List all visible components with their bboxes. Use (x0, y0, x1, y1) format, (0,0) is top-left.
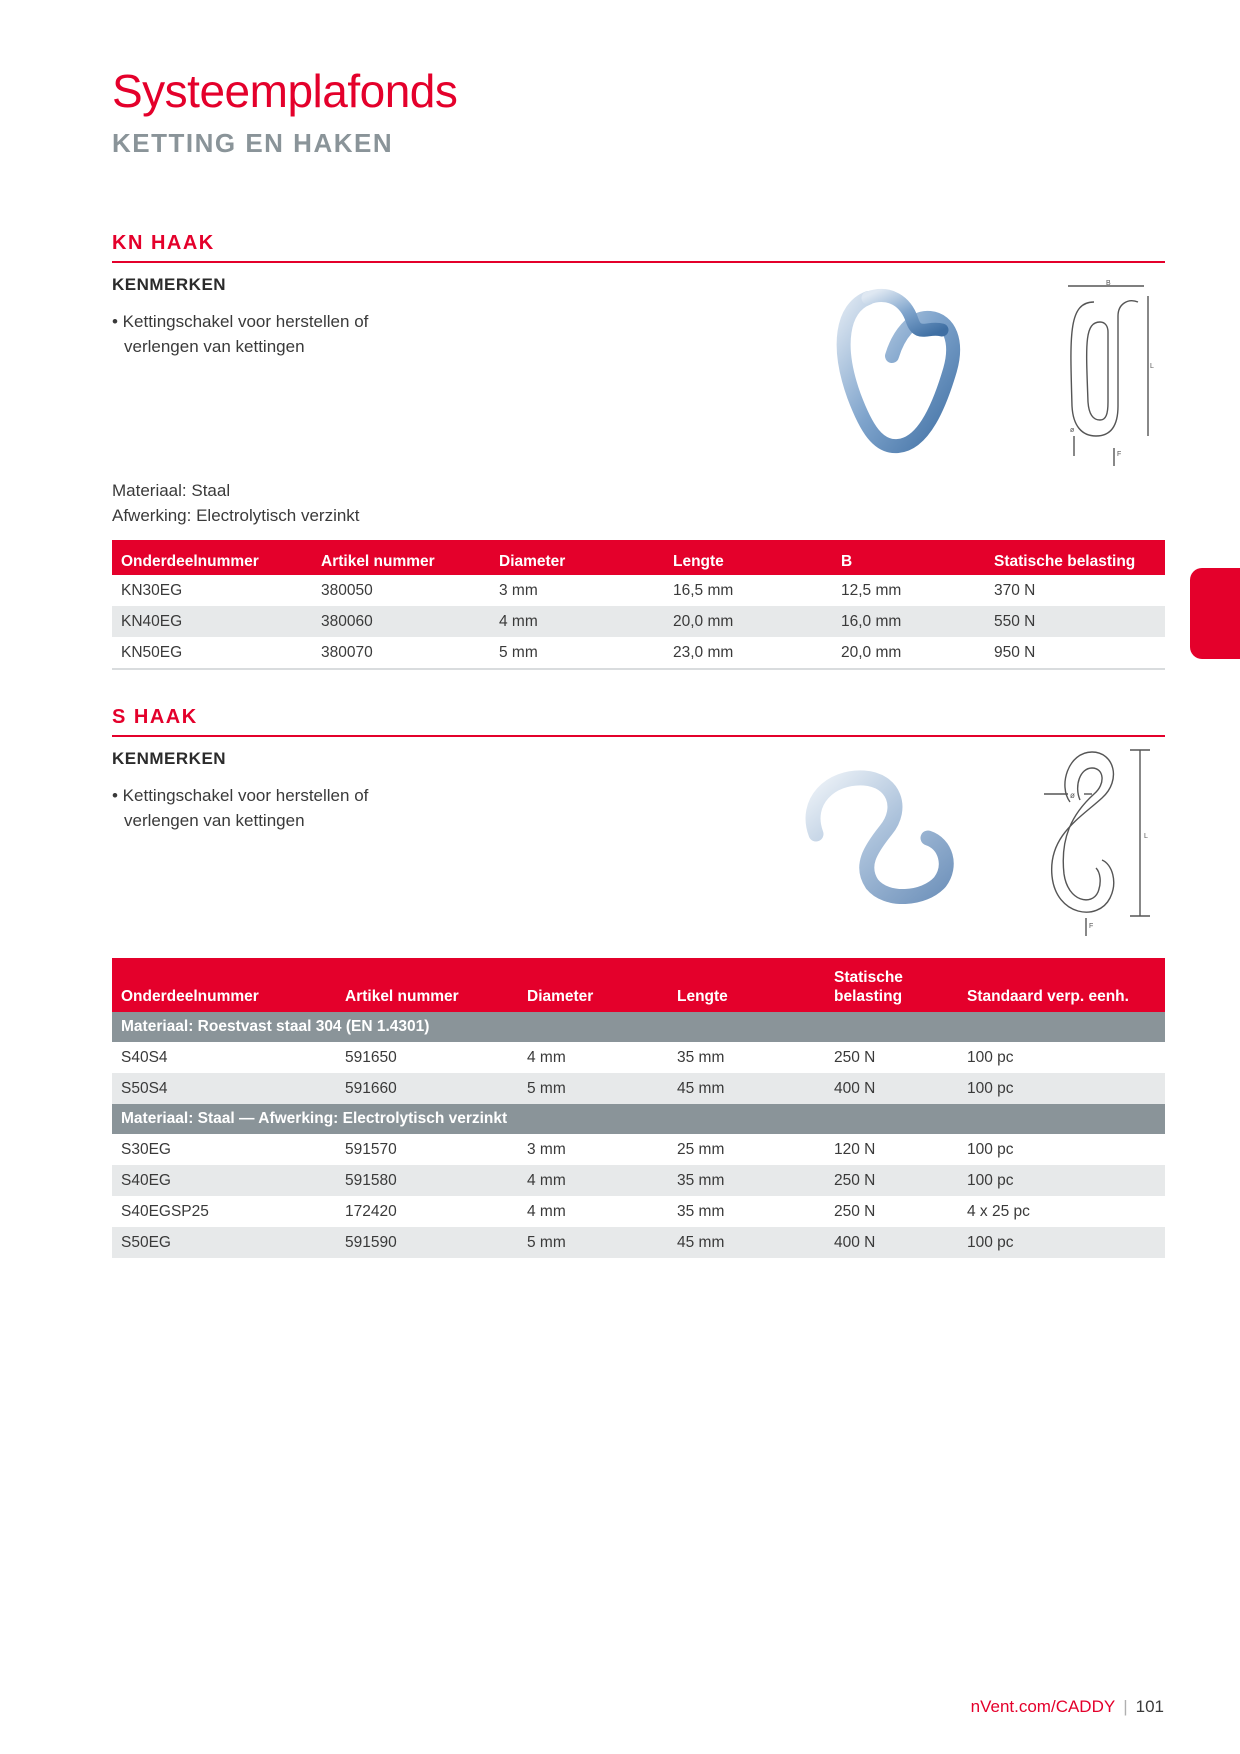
table-cell: 120 N (834, 1140, 876, 1158)
kn-col-statische-belasting: Statische belasting (985, 540, 1165, 575)
kn-col-onderdeelnummer: Onderdeelnummer (112, 540, 312, 575)
table-cell: S50S4 (112, 1073, 336, 1104)
table-cell: 950 N (994, 643, 1036, 661)
kn-haak-section (112, 232, 1165, 359)
table-cell: 591580 (336, 1165, 518, 1196)
footer-url-link[interactable]: nVent.com/CADDY (970, 1697, 1116, 1716)
kn-col-lengte: Lengte (664, 540, 832, 575)
table-cell: 35 mm (677, 1202, 725, 1220)
table-row (112, 1165, 1165, 1196)
table-cell: KN50EG (121, 643, 183, 661)
table-cell: 250 N (834, 1202, 876, 1220)
table-cell: 100 pc (958, 1073, 1165, 1104)
table-cell: 4 mm (527, 1202, 566, 1220)
table-cell: 172420 (345, 1202, 397, 1220)
kn-drawing-label-l: L (1150, 363, 1154, 370)
table-cell: 591590 (336, 1227, 518, 1258)
table-cell: 20,0 mm (664, 606, 832, 637)
table-row (112, 1073, 1165, 1104)
s-col-diameter: Diameter (518, 958, 668, 1012)
table-cell: 4 x 25 pc (967, 1202, 1030, 1220)
table-cell: 100 pc (967, 1140, 1014, 1158)
table-cell: 250 N (834, 1048, 876, 1066)
table-cell: 591660 (336, 1073, 518, 1104)
group-label-steel: Materiaal: Staal — Afwerking: Electrolytisch verzinkt (112, 1104, 1165, 1134)
table-cell: 550 N (985, 606, 1165, 637)
page-subtitle: KETTING EN HAKEN (112, 128, 394, 158)
table-row (112, 1042, 1165, 1073)
s-col-artikelnummer: Artikel nummer (336, 958, 518, 1012)
kn-drawing-label-d: ø (1070, 427, 1075, 434)
page-footer (971, 1697, 1164, 1717)
table-cell: 45 mm (668, 1227, 825, 1258)
kn-hook-drawing (1060, 276, 1160, 472)
table-cell: 23,0 mm (673, 643, 734, 661)
table-cell: KN40EG (112, 606, 312, 637)
table-group-row (112, 1012, 1165, 1042)
s-drawing-label-l: L (1144, 833, 1148, 840)
s-table-header (112, 958, 1165, 1012)
footer-separator: | (1123, 1697, 1128, 1716)
table-cell: 4 mm (490, 606, 664, 637)
table-cell: 400 N (825, 1073, 958, 1104)
kn-table-header (112, 540, 1165, 575)
table-row (112, 1134, 1165, 1165)
table-cell: 591570 (345, 1140, 397, 1158)
section-title-kn: KN HAAK (112, 232, 1165, 263)
table-cell: S40S4 (121, 1048, 168, 1066)
table-cell: S30EG (121, 1140, 171, 1158)
table-cell: 100 pc (958, 1227, 1165, 1258)
kn-col-artikelnummer: Artikel nummer (312, 540, 490, 575)
kn-col-b: B (832, 540, 985, 575)
features-heading-kn: KENMERKEN (112, 275, 227, 294)
table-row (112, 606, 1165, 637)
kn-finish: Afwerking: Electrolytisch verzinkt (112, 506, 360, 525)
table-cell: 400 N (825, 1227, 958, 1258)
table-cell: 35 mm (677, 1048, 725, 1066)
table-cell: S40EG (112, 1165, 336, 1196)
page-number: 101 (1135, 1697, 1164, 1716)
kn-drawing-label-b: B (1106, 280, 1111, 287)
table-row (112, 1227, 1165, 1258)
s-col-standaard-verp: Standaard verp. eenh. (958, 958, 1165, 1012)
table-cell: 591650 (345, 1048, 397, 1066)
table-cell: 12,5 mm (841, 581, 902, 599)
table-cell: 4 mm (518, 1165, 668, 1196)
table-cell: 250 N (825, 1165, 958, 1196)
table-cell: 45 mm (668, 1073, 825, 1104)
table-cell: 100 pc (967, 1048, 1014, 1066)
table-cell: 3 mm (527, 1140, 566, 1158)
table-cell: 380060 (312, 606, 490, 637)
s-hook-photo (794, 766, 964, 906)
table-cell: 16,5 mm (673, 581, 734, 599)
table-group-row (112, 1104, 1165, 1134)
table-cell: 5 mm (518, 1227, 668, 1258)
s-drawing-label-f: F (1089, 923, 1094, 930)
s-drawing-label-d: ø (1070, 791, 1075, 800)
table-cell: 16,0 mm (832, 606, 985, 637)
s-haak-table (112, 958, 1165, 1258)
table-cell: 5 mm (499, 643, 538, 661)
s-col-lengte: Lengte (668, 958, 825, 1012)
table-cell: 5 mm (518, 1073, 668, 1104)
table-cell: 100 pc (958, 1165, 1165, 1196)
table-cell: S40EGSP25 (121, 1202, 209, 1220)
chapter-tab[interactable] (1190, 568, 1240, 659)
table-row (112, 1196, 1165, 1227)
table-cell: 20,0 mm (841, 643, 902, 661)
kn-col-diameter: Diameter (490, 540, 664, 575)
kn-hook-photo (832, 286, 964, 458)
features-heading-s: KENMERKEN (112, 749, 227, 768)
s-haak-section (112, 706, 1165, 833)
table-cell: 380070 (321, 643, 373, 661)
table-row (112, 575, 1165, 606)
table-cell: 35 mm (668, 1165, 825, 1196)
table-cell: KN30EG (121, 581, 183, 599)
feature-bullet-kn: • Kettingschakel voor herstellen of verlengen van kettingen (112, 312, 369, 356)
table-cell: 4 mm (527, 1048, 566, 1066)
s-col-statische-belasting: Statische belasting (825, 958, 958, 1012)
s-hook-drawing (1040, 746, 1160, 936)
kn-drawing-label-f: F (1117, 451, 1122, 458)
feature-bullet-s: • Kettingschakel voor herstellen of verlengen van kettingen (112, 786, 369, 830)
table-cell: S50EG (112, 1227, 336, 1258)
table-cell: 370 N (994, 581, 1036, 599)
kn-material: Materiaal: Staal (112, 481, 231, 500)
table-cell: 3 mm (499, 581, 538, 599)
kn-material-info (112, 478, 360, 528)
section-title-s: S HAAK (112, 706, 1165, 737)
s-col-onderdeelnummer: Onderdeelnummer (112, 958, 336, 1012)
table-cell: 25 mm (677, 1140, 725, 1158)
table-row (112, 637, 1165, 669)
group-label-stainless: Materiaal: Roestvast staal 304 (EN 1.4301) (112, 1012, 1165, 1042)
kn-haak-table (112, 540, 1165, 670)
page-title: Systeemplafonds (112, 65, 458, 117)
table-cell: 380050 (321, 581, 373, 599)
